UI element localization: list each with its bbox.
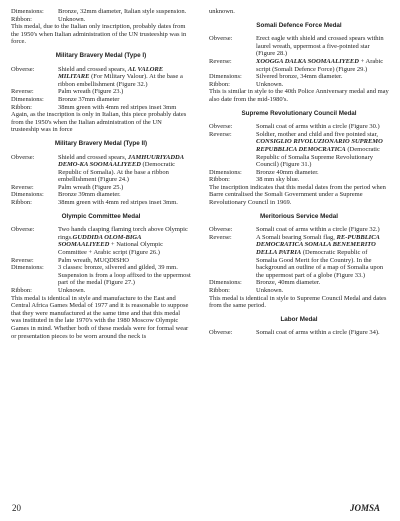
field-value [256, 131, 389, 169]
field-value: Erect eagle with shield and crossed spears within laurel wreath, uppermost a five-pointed star (Figure 28.) [256, 35, 384, 58]
intro-paragraph: This medal, due to the Italian only inscription, probably dates from the 1950's when Italian administration of the UN trusteeship was in force. [11, 23, 187, 46]
text-run: (For Military Valour). At the base a ribbon embellishment (Figure 32.) [58, 73, 183, 88]
field-label: Reverse: [11, 88, 34, 96]
field-label: Reverse: [209, 57, 232, 65]
right-column [209, 8, 389, 337]
field-value: Bronze, 32mm diameter, Italian style suspension. [58, 8, 187, 15]
somali-defence-force-heading: Somali Defence Force Medal [256, 21, 342, 29]
src-ribbon-row [209, 176, 389, 184]
src-paragraph: The inscription indicates that this medal dates from the period when Barre centralised the Somali Government under a Supreme Revolutionary Council in 1969. [209, 183, 386, 207]
field-value: Unknown. [58, 15, 86, 23]
field-label: Dimensions: [11, 8, 44, 15]
olympic-committee-heading: Olympic Committee Medal [61, 212, 141, 220]
field-label: Reverse: [209, 233, 232, 241]
inscription: JAMHUURIYADDA DEMO-KA SOOMAALIYEED [58, 153, 184, 169]
field-value [58, 226, 191, 256]
inscription: AL VALORE MILITARE [58, 65, 164, 81]
field-value: Palm wreath (Figure 23.) [58, 88, 124, 96]
field-label: Ribbon: [11, 287, 32, 294]
field-value [256, 234, 389, 280]
field-label: Ribbon: [11, 199, 32, 207]
field-value: Somali coat of arms within a circle (Figure 34). [256, 329, 380, 337]
field-value: 38 mm sky blue. [256, 176, 300, 184]
field-label: Obverse: [11, 226, 35, 234]
text-run: A Somali bearing Somali flag, [256, 233, 337, 241]
inscription: RE-PUBBLICA DEMOCRATICA SOMALA BENEMERITO DELLA PATRIA [256, 233, 380, 257]
military-bravery-type2-heading: Military Bravery Medal (Type II) [54, 139, 148, 147]
field-value: Unknown. [58, 287, 86, 294]
field-label: Ribbon: [209, 80, 230, 88]
field-value: Bronze 37mm diameter [58, 95, 120, 103]
field-value [58, 154, 191, 184]
text-run: Shield and crossed spears, [58, 65, 128, 73]
olympic-paragraph: This medal is identical in style and manufacture to the East and Central Africa Games Medal of 1977 and it is reasonable to suppose that they were manufactured at the same time and that this medal was instituted in the late 1970's with the 1980 Moscow Olympic Games in mind. Whether both of these medals were for formal wear or presentation pieces to be worn around the neck is [11, 294, 189, 340]
olympic-reverse-row [11, 257, 191, 265]
field-label: Obverse: [209, 329, 233, 337]
inscription: GUDDIDA OLOM-BIGA SOOMAALIYEED [58, 233, 142, 249]
field-label: Ribbon: [209, 287, 230, 294]
field-label: Dimensions: [209, 168, 242, 176]
src-reverse-row [209, 131, 389, 169]
left-column [11, 8, 191, 340]
field-label: Dimensions: [11, 95, 44, 103]
field-value: Palm wreath, MUQDISHO [58, 256, 129, 264]
publication-name: JOMSA [350, 503, 381, 513]
msm-reverse-row [209, 234, 389, 280]
field-value: Bronze 40mm diameter. [256, 168, 319, 176]
labor-obverse-row [209, 329, 389, 337]
field-label: Reverse: [11, 256, 34, 264]
inscription: CONSIGLIO RIVOLUZIONARIO SUPREMO REPUBBLICA DEMOCRATICA [256, 138, 383, 153]
sdf-dimensions-row [209, 73, 389, 81]
field-label: Ribbon: [209, 176, 230, 184]
field-label: Obverse: [209, 123, 233, 131]
msm-paragraph: This medal is identical in style to Supreme Council Medal and dates from the same period. [209, 294, 387, 310]
mb1-obverse-row [11, 66, 191, 89]
field-label: Obverse: [11, 65, 35, 73]
field-value: Bronze 39mm diameter. [58, 191, 121, 199]
text-run: (Democratic Republic of Somalia Good Merit for the Country). In the background an outline of a map of Somalia upon the uppermost part of a globe (Figure 33.) [256, 249, 384, 279]
text-run: + Arabic script (Somali Defence Force) (Figure 29.) [256, 57, 384, 73]
field-value: Somali coat of arms within a circle (Figure 32.) [256, 226, 380, 234]
field-value: Silvered bronze, 34mm diameter. [256, 73, 343, 81]
field-value: 38mm green with 4mm red stripes inset 3mm [58, 103, 177, 111]
src-dimensions-row [209, 169, 389, 177]
field-label: Reverse: [209, 130, 232, 138]
field-label: Dimensions: [11, 264, 44, 272]
olympic-dimensions-row [11, 264, 191, 287]
olympic-ribbon-row [11, 287, 191, 295]
text-run: + National Olympic Committee + Arabic script (Figure 26.) [58, 241, 163, 257]
field-value: Palm wreath (Figure 25.) [58, 183, 124, 191]
text-run: Shield and crossed spears, [58, 153, 128, 161]
text-run: Soldier, mother and child and five pointed star, [256, 130, 379, 138]
field-value: 3 classes: bronze, silvered and gilded, 39 mm. Suspension is from a loop affixed to the uppermost part of the medal (Figure 27.) [58, 264, 191, 287]
field-label: Obverse: [11, 153, 35, 161]
mb1-ribbon-row [11, 104, 191, 112]
field-value: Somali coat of arms within a circle (Figure 30.) [256, 123, 380, 131]
field-label: Dimensions: [209, 73, 242, 81]
mb1-reverse-row [11, 88, 191, 96]
page-number: 20 [12, 503, 21, 513]
msm-ribbon-row [209, 287, 389, 295]
field-value [256, 58, 389, 73]
field-label: Reverse: [11, 183, 34, 191]
mb1-paragraph: Again, as the inscription is only in Italian, this piece probably dates from the 1950's when the Italian administration of the UN trusteeship was in force [11, 111, 187, 134]
field-label: Obverse: [209, 226, 233, 234]
mb2-ribbon-row [11, 199, 191, 207]
sdf-paragraph: This is similar in style to the 40th Police Anniversary medal and may also date from the mid-1980's. [209, 88, 389, 103]
text-run: (Democratic Republic of Somalia Supreme Revolutionary Council) (Figure 31.) [256, 145, 380, 169]
mb2-reverse-row [11, 184, 191, 192]
field-value: 38mm green with 4mm red stripes inset 3mm. [58, 199, 178, 207]
sdf-ribbon-row [209, 81, 389, 89]
text-run: (Democratic Republic of Somalia). At the base a ribbon embellishment (Figure 24.) [58, 161, 176, 184]
field-value: Bronze, 40mm diameter. [256, 279, 321, 287]
inscription: XOOGGA DALKA SOOMAALIYEED [256, 57, 359, 65]
field-label: Ribbon: [11, 15, 32, 23]
field-value: Unknown. [256, 80, 284, 88]
intro-dimensions-row [11, 8, 191, 16]
supreme-revolutionary-council-heading: Supreme Revolutionary Council Medal [241, 109, 357, 117]
field-label: Obverse: [209, 35, 233, 43]
sdf-reverse-row [209, 58, 389, 73]
msm-dimensions-row [209, 279, 389, 287]
labor-medal-heading: Labor Medal [280, 315, 318, 323]
olympic-obverse-row [11, 226, 191, 256]
intro-ribbon-row [11, 16, 191, 24]
text-run: Two hands clasping flaming torch above Olympic rings. [58, 226, 188, 241]
mb1-dimensions-row [11, 96, 191, 104]
military-bravery-type1-heading: Military Bravery Medal (Type I) [55, 51, 147, 59]
mb2-obverse-row [11, 154, 191, 184]
sdf-obverse-row [209, 35, 389, 58]
src-obverse-row [209, 123, 389, 131]
field-label: Ribbon: [11, 103, 32, 111]
field-value: Unknown. [256, 287, 284, 294]
continued-text: unknown. [209, 8, 235, 15]
mb2-dimensions-row [11, 191, 191, 199]
msm-obverse-row [209, 226, 389, 234]
meritorious-service-heading: Meritorious Service Medal [259, 212, 339, 220]
field-value [58, 66, 191, 89]
field-label: Dimensions: [11, 191, 44, 199]
field-label: Dimensions: [209, 279, 242, 287]
